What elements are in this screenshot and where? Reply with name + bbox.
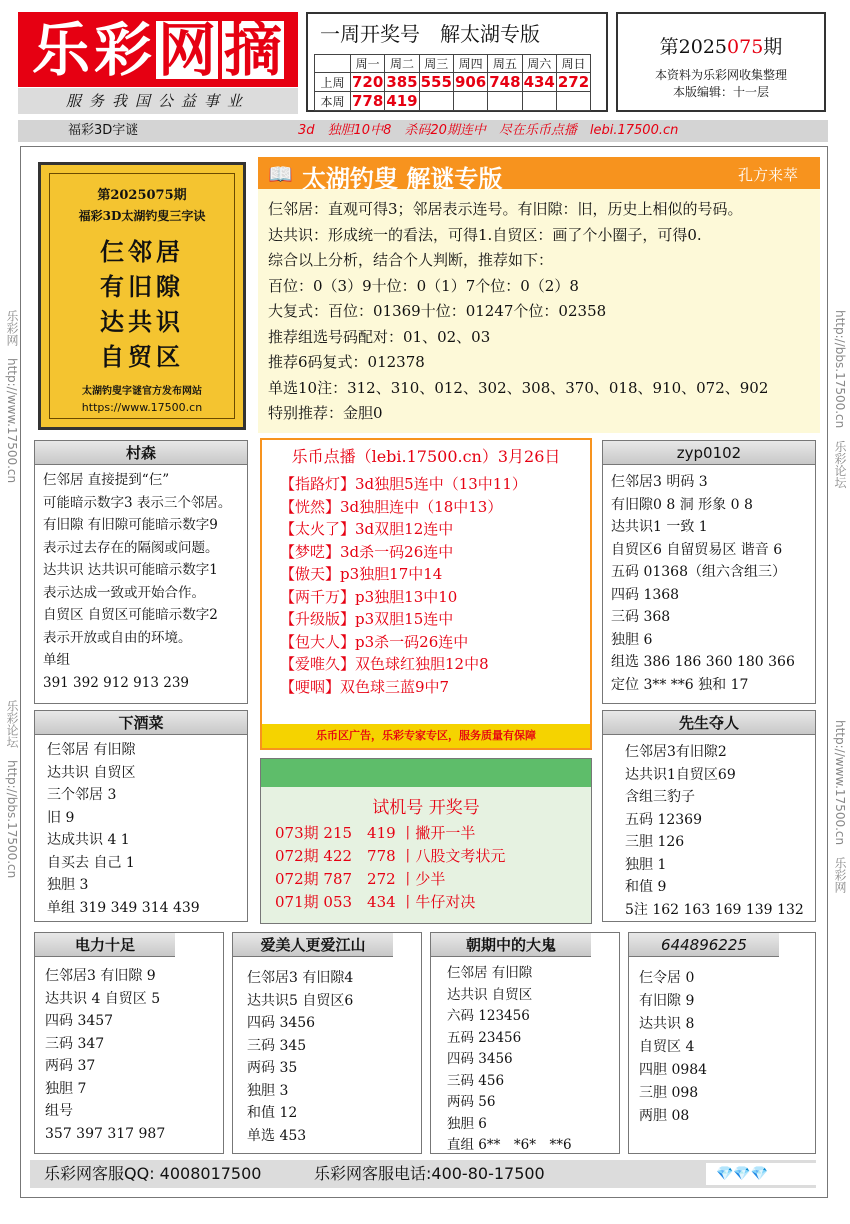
- box-line: 三码 345: [247, 1037, 307, 1054]
- poster-issue: 第2025075期: [97, 188, 187, 203]
- lebi-item[interactable]: 【爱唯久】双色球红独胆12中8: [280, 655, 489, 673]
- lebi-item[interactable]: 【恍然】3d独胆连中（18中13）: [280, 497, 503, 516]
- weekly-draw-title: 一周开奖号 解太湖专版: [320, 22, 540, 46]
- draw-number: [488, 92, 522, 111]
- riddle-line: 仨邻居: [100, 237, 184, 266]
- day-header: 周二: [385, 55, 419, 73]
- poster-subtitle: 福彩3D太湖钓叟三字诀: [78, 209, 206, 223]
- table-row: [315, 55, 591, 73]
- test-number-item: 073期 215 419 丨撇开一半: [275, 824, 476, 842]
- box-line: 仨邻居3 有旧隙4: [247, 970, 354, 986]
- logo-char: 摘: [224, 15, 283, 84]
- issue-panel: [616, 12, 826, 112]
- box-line: 自贸区 4: [639, 1039, 695, 1055]
- logo-char: 彩: [93, 15, 152, 84]
- lebi-item[interactable]: 【包大人】p3杀一码26连中: [280, 632, 469, 651]
- side-watermark: 乐彩论坛 http://bbs.17500.cn: [5, 700, 19, 879]
- box-title: 下酒菜: [35, 711, 247, 735]
- diamond-icon: 💎💎💎: [706, 1163, 826, 1185]
- draw-number: [556, 92, 590, 111]
- box-line: 独胆 7: [45, 1080, 87, 1097]
- box-line: 仨邻居3 明码 3: [611, 474, 708, 490]
- box-line: 三胆 098: [639, 1085, 699, 1101]
- box-body: [447, 963, 572, 1157]
- main-author: 孔方来萃: [737, 166, 798, 184]
- customer-service-qq: 乐彩网客服QQ: 4008017500: [44, 1164, 262, 1183]
- box-body: [611, 471, 795, 696]
- box-line: 达成共识 4 1: [47, 832, 130, 848]
- box-line: 达共识1 一致 1: [611, 519, 708, 535]
- expert-box-dianli: [34, 932, 224, 1154]
- box-line: 自贸区6 自留贸易区 谐音 6: [611, 541, 783, 558]
- row-label: 本周: [315, 92, 351, 111]
- side-watermark: http://www.17500.cn 乐彩网: [833, 720, 847, 894]
- box-line: 直组 6** *6* **6: [447, 1137, 572, 1153]
- customer-service-phone: 乐彩网客服电话:400-80-17500: [314, 1164, 545, 1183]
- box-title: 爱美人更爱江山: [233, 933, 393, 957]
- lebi-item[interactable]: 【指路灯】3d独胆5连中（13中11）: [280, 475, 527, 493]
- main-analysis: [258, 157, 820, 433]
- box-line: 仨邻居 直接提到“仨”: [43, 472, 170, 488]
- box-line: 仨邻居 有旧隙: [447, 965, 533, 981]
- draw-number: 555: [420, 73, 452, 91]
- footer-bar: [30, 1160, 816, 1188]
- box-body: [43, 469, 231, 694]
- lebi-item[interactable]: 【升级版】p3双胆15连中: [280, 610, 454, 628]
- box-line: 组选 386 186 360 180 366: [611, 654, 795, 670]
- expert-box-zhaozhao: [430, 932, 620, 1154]
- box-line: 表示达成一致或开始合作。: [43, 584, 205, 601]
- issue-note: 本资料为乐彩网收集整理: [654, 68, 787, 82]
- main-header: [258, 157, 820, 193]
- lebi-item[interactable]: 【两千万】p3独胆13中10: [280, 587, 458, 606]
- box-line: 独胆 1: [625, 856, 667, 873]
- day-header: 周六: [522, 55, 556, 73]
- box-title: 村森: [35, 441, 247, 465]
- box-line: 独胆 3: [247, 1082, 289, 1099]
- box-line: 357 397 317 987: [45, 1125, 166, 1142]
- test-number-header: [261, 759, 591, 787]
- lebi-ad: 乐币区广告，乐彩专家专区，服务质量有保障: [262, 724, 590, 748]
- banner: [18, 120, 828, 142]
- book-icon: 📖: [268, 162, 293, 186]
- box-line: 旧 9: [47, 809, 75, 826]
- box-line: 自贸区 自贸区可能暗示数字2: [43, 607, 218, 623]
- test-number-item: 072期 787 272 丨少半: [275, 870, 446, 888]
- draw-number: 720: [352, 73, 384, 91]
- analysis-line: 推荐组选号码配对：01、02、03: [268, 327, 491, 346]
- analysis-line: 大复式：百位：01369十位：01247个位：02358: [268, 302, 607, 320]
- box-line: 达共识 达共识可能暗示数字1: [43, 562, 218, 578]
- box-line: 达共识 自贸区: [47, 764, 136, 781]
- box-line: 单选 453: [247, 1127, 307, 1144]
- box-line: 仨邻居 有旧隙: [47, 742, 136, 758]
- box-line: 表示开放或自由的环境。: [43, 629, 192, 646]
- riddle-line: 自贸区: [100, 342, 184, 371]
- box-line: 仨令居 0: [639, 970, 695, 986]
- draw-number: 419: [386, 92, 418, 110]
- analysis-line: 百位：0（3）9十位：0（1）7个位：0（2）8: [268, 276, 579, 295]
- expert-box-xiajiucai: [34, 710, 248, 922]
- banner-left: 福彩3D字谜: [68, 123, 139, 138]
- test-number-title: 试机号 开奖号: [372, 798, 480, 818]
- test-number-panel: [260, 758, 592, 924]
- box-line: 单组: [43, 652, 70, 668]
- day-header: 周三: [419, 55, 453, 73]
- box-line: 六码 123456: [447, 1008, 530, 1024]
- box-line: 四码 3456: [447, 1051, 513, 1067]
- box-line: 自买去 自己 1: [47, 854, 135, 871]
- box-line: 组号: [45, 1103, 73, 1119]
- side-watermark: 乐彩网 http://www.17500.cn: [5, 310, 19, 484]
- row-label: 上周: [315, 73, 351, 92]
- lebi-item[interactable]: 【梦呓】3d杀一码26连中: [280, 542, 454, 561]
- main-title: 太湖钓叟 解谜专版: [302, 164, 503, 193]
- box-line: 391 392 912 913 239: [43, 674, 190, 691]
- test-number-item: 071期 053 434 丨牛仔对决: [275, 893, 476, 911]
- box-line: 四码 1368: [611, 586, 680, 603]
- box-line: 四码 3456: [247, 1015, 316, 1031]
- lebi-item[interactable]: 【太火了】3d双胆12连中: [280, 520, 454, 538]
- draw-number: 434: [523, 73, 555, 91]
- box-title: 先生夺人: [603, 711, 815, 735]
- box-line: 和值 12: [247, 1105, 298, 1121]
- box-line: 可能暗示数字3 表示三个邻居。: [43, 494, 232, 511]
- riddle-poster: [38, 162, 246, 430]
- lebi-panel: [260, 438, 592, 750]
- test-number-item: 072期 422 778 丨八股文考状元: [275, 847, 506, 865]
- box-line: 五码 01368（组六含组三）: [611, 564, 786, 580]
- box-body: [639, 967, 707, 1128]
- box-line: 三码 456: [447, 1072, 505, 1089]
- issue-suffix: 期: [763, 36, 783, 58]
- weekly-draw-panel: [306, 12, 608, 112]
- day-header: 周一: [351, 55, 385, 73]
- box-line: 表示过去存在的隔阂或问题。: [43, 539, 219, 556]
- box-line: 定位 3** **6 独和 17: [611, 676, 749, 693]
- banner-right[interactable]: 3d 独胆10中8 杀码20期连中 尽在乐币点播 lebi.17500.cn: [298, 123, 679, 138]
- box-line: 两码 56: [447, 1094, 496, 1110]
- box-line: 三码 368: [611, 609, 671, 625]
- box-line: 独胆 6: [611, 631, 653, 648]
- box-line: 达共识1自贸区69: [625, 766, 736, 783]
- poster-publisher: 太湖钓叟字谜官方发布网站: [82, 386, 202, 397]
- box-line: 两码 35: [247, 1060, 298, 1076]
- issue-title: [618, 32, 824, 59]
- day-header: 周五: [488, 55, 522, 73]
- lebi-title[interactable]: 乐币点播（lebi.17500.cn）3月26日: [291, 447, 561, 466]
- draw-number: 906: [454, 73, 487, 91]
- box-line: 仨邻居3 有旧隙 9: [45, 968, 156, 984]
- lebi-item[interactable]: 【哽咽】双色球三蓝9中7: [280, 677, 450, 696]
- riddle-line: 有旧隙: [100, 272, 184, 301]
- box-line: 五码 12369: [625, 811, 702, 828]
- draw-number: 748: [489, 73, 521, 91]
- box-body: [247, 967, 353, 1147]
- box-line: 三个邻居 3: [47, 787, 117, 803]
- day-header: 周日: [556, 55, 590, 73]
- box-line: 四码 3457: [45, 1013, 114, 1029]
- box-line: 5注 162 163 169 139 132: [625, 901, 804, 918]
- main-body: [268, 197, 768, 427]
- draw-number: [419, 92, 453, 111]
- box-title: 朝期中的大鬼: [431, 933, 591, 957]
- box-body: [47, 739, 200, 919]
- expert-box-xiansheng: [602, 710, 816, 922]
- side-watermark: http://bbs.17500.cn 乐彩论坛: [833, 310, 847, 489]
- issue-editor: 本版编辑：十一层: [672, 85, 769, 99]
- logo-char: 网: [158, 15, 217, 84]
- box-line: 达共识 8: [639, 1016, 695, 1032]
- table-row: [315, 92, 591, 111]
- issue-number: 075: [727, 36, 764, 58]
- analysis-line: 单选10注：312、310、012、302、308、370、018、910、072、902: [268, 378, 769, 397]
- draw-number: 272: [557, 73, 590, 91]
- box-title: 644896225: [629, 933, 779, 957]
- analysis-line: 综合以上分析，结合个人判断，推荐如下：: [268, 251, 554, 269]
- analysis-line: 仨邻居：直观可得3；邻居表示连号。有旧隙：旧，历史上相似的号码。: [268, 200, 743, 218]
- table-row: [315, 73, 591, 92]
- logo: [18, 12, 298, 87]
- box-line: 达共识 自贸区: [447, 986, 533, 1003]
- draw-number: 385: [386, 73, 418, 91]
- expert-box-aimeiren: [232, 932, 422, 1154]
- analysis-line: 推荐6码复式：012378: [268, 353, 425, 371]
- box-line: 三胆 126: [625, 834, 685, 850]
- draw-number: [522, 92, 556, 111]
- expert-box-cunsen: [34, 440, 248, 704]
- box-line: 两码 37: [45, 1058, 96, 1074]
- weekly-draw-table: [314, 54, 591, 111]
- draw-number: 778: [352, 92, 384, 110]
- test-number-list: [275, 822, 591, 914]
- box-line: 四胆 0984: [639, 1062, 708, 1078]
- analysis-line: 特别推荐：金胆0: [268, 404, 383, 422]
- lebi-item[interactable]: 【傲天】p3独胆17中14: [280, 565, 443, 583]
- poster-url[interactable]: https://www.17500.cn: [81, 401, 203, 414]
- box-line: 独胆 3: [47, 877, 89, 893]
- box-title: zyp0102: [603, 441, 815, 465]
- issue-prefix: 第2025: [659, 36, 728, 58]
- box-line: 五码 23456: [447, 1029, 522, 1046]
- slogan: 服务我国公益事业: [18, 88, 298, 114]
- box-line: 有旧隙 有旧隙可能暗示数字9: [43, 517, 218, 533]
- lebi-list: [280, 473, 590, 698]
- box-line: 含组三豹子: [625, 789, 695, 805]
- analysis-line: 达共识：形成统一的看法，可得1.自贸区：画了个小圈子，可得0.: [268, 225, 702, 244]
- box-line: 仨邻居3有旧隙2: [625, 744, 727, 760]
- box-line: 两胆 08: [639, 1108, 690, 1124]
- logo-char: 乐: [31, 15, 90, 84]
- box-line: 有旧隙0 8 洞 形象 0 8: [611, 496, 753, 513]
- box-body: [45, 965, 165, 1145]
- box-line: 单组 319 349 314 439: [47, 899, 200, 916]
- box-line: 三码 347: [45, 1035, 105, 1052]
- riddle-line: 达共识: [100, 307, 184, 336]
- day-header: 周四: [453, 55, 487, 73]
- draw-number: [453, 92, 487, 111]
- box-title: 电力十足: [35, 933, 175, 957]
- box-line: 和值 9: [625, 879, 667, 895]
- box-body: [625, 741, 804, 921]
- box-line: 达共识 4 自贸区 5: [45, 990, 161, 1007]
- expert-box-644896225: [628, 932, 816, 1154]
- box-line: 达共识5 自贸区6: [247, 992, 354, 1009]
- box-line: 独胆 6: [447, 1115, 487, 1132]
- box-line: 有旧隙 9: [639, 993, 695, 1009]
- expert-box-zyp0102: [602, 440, 816, 704]
